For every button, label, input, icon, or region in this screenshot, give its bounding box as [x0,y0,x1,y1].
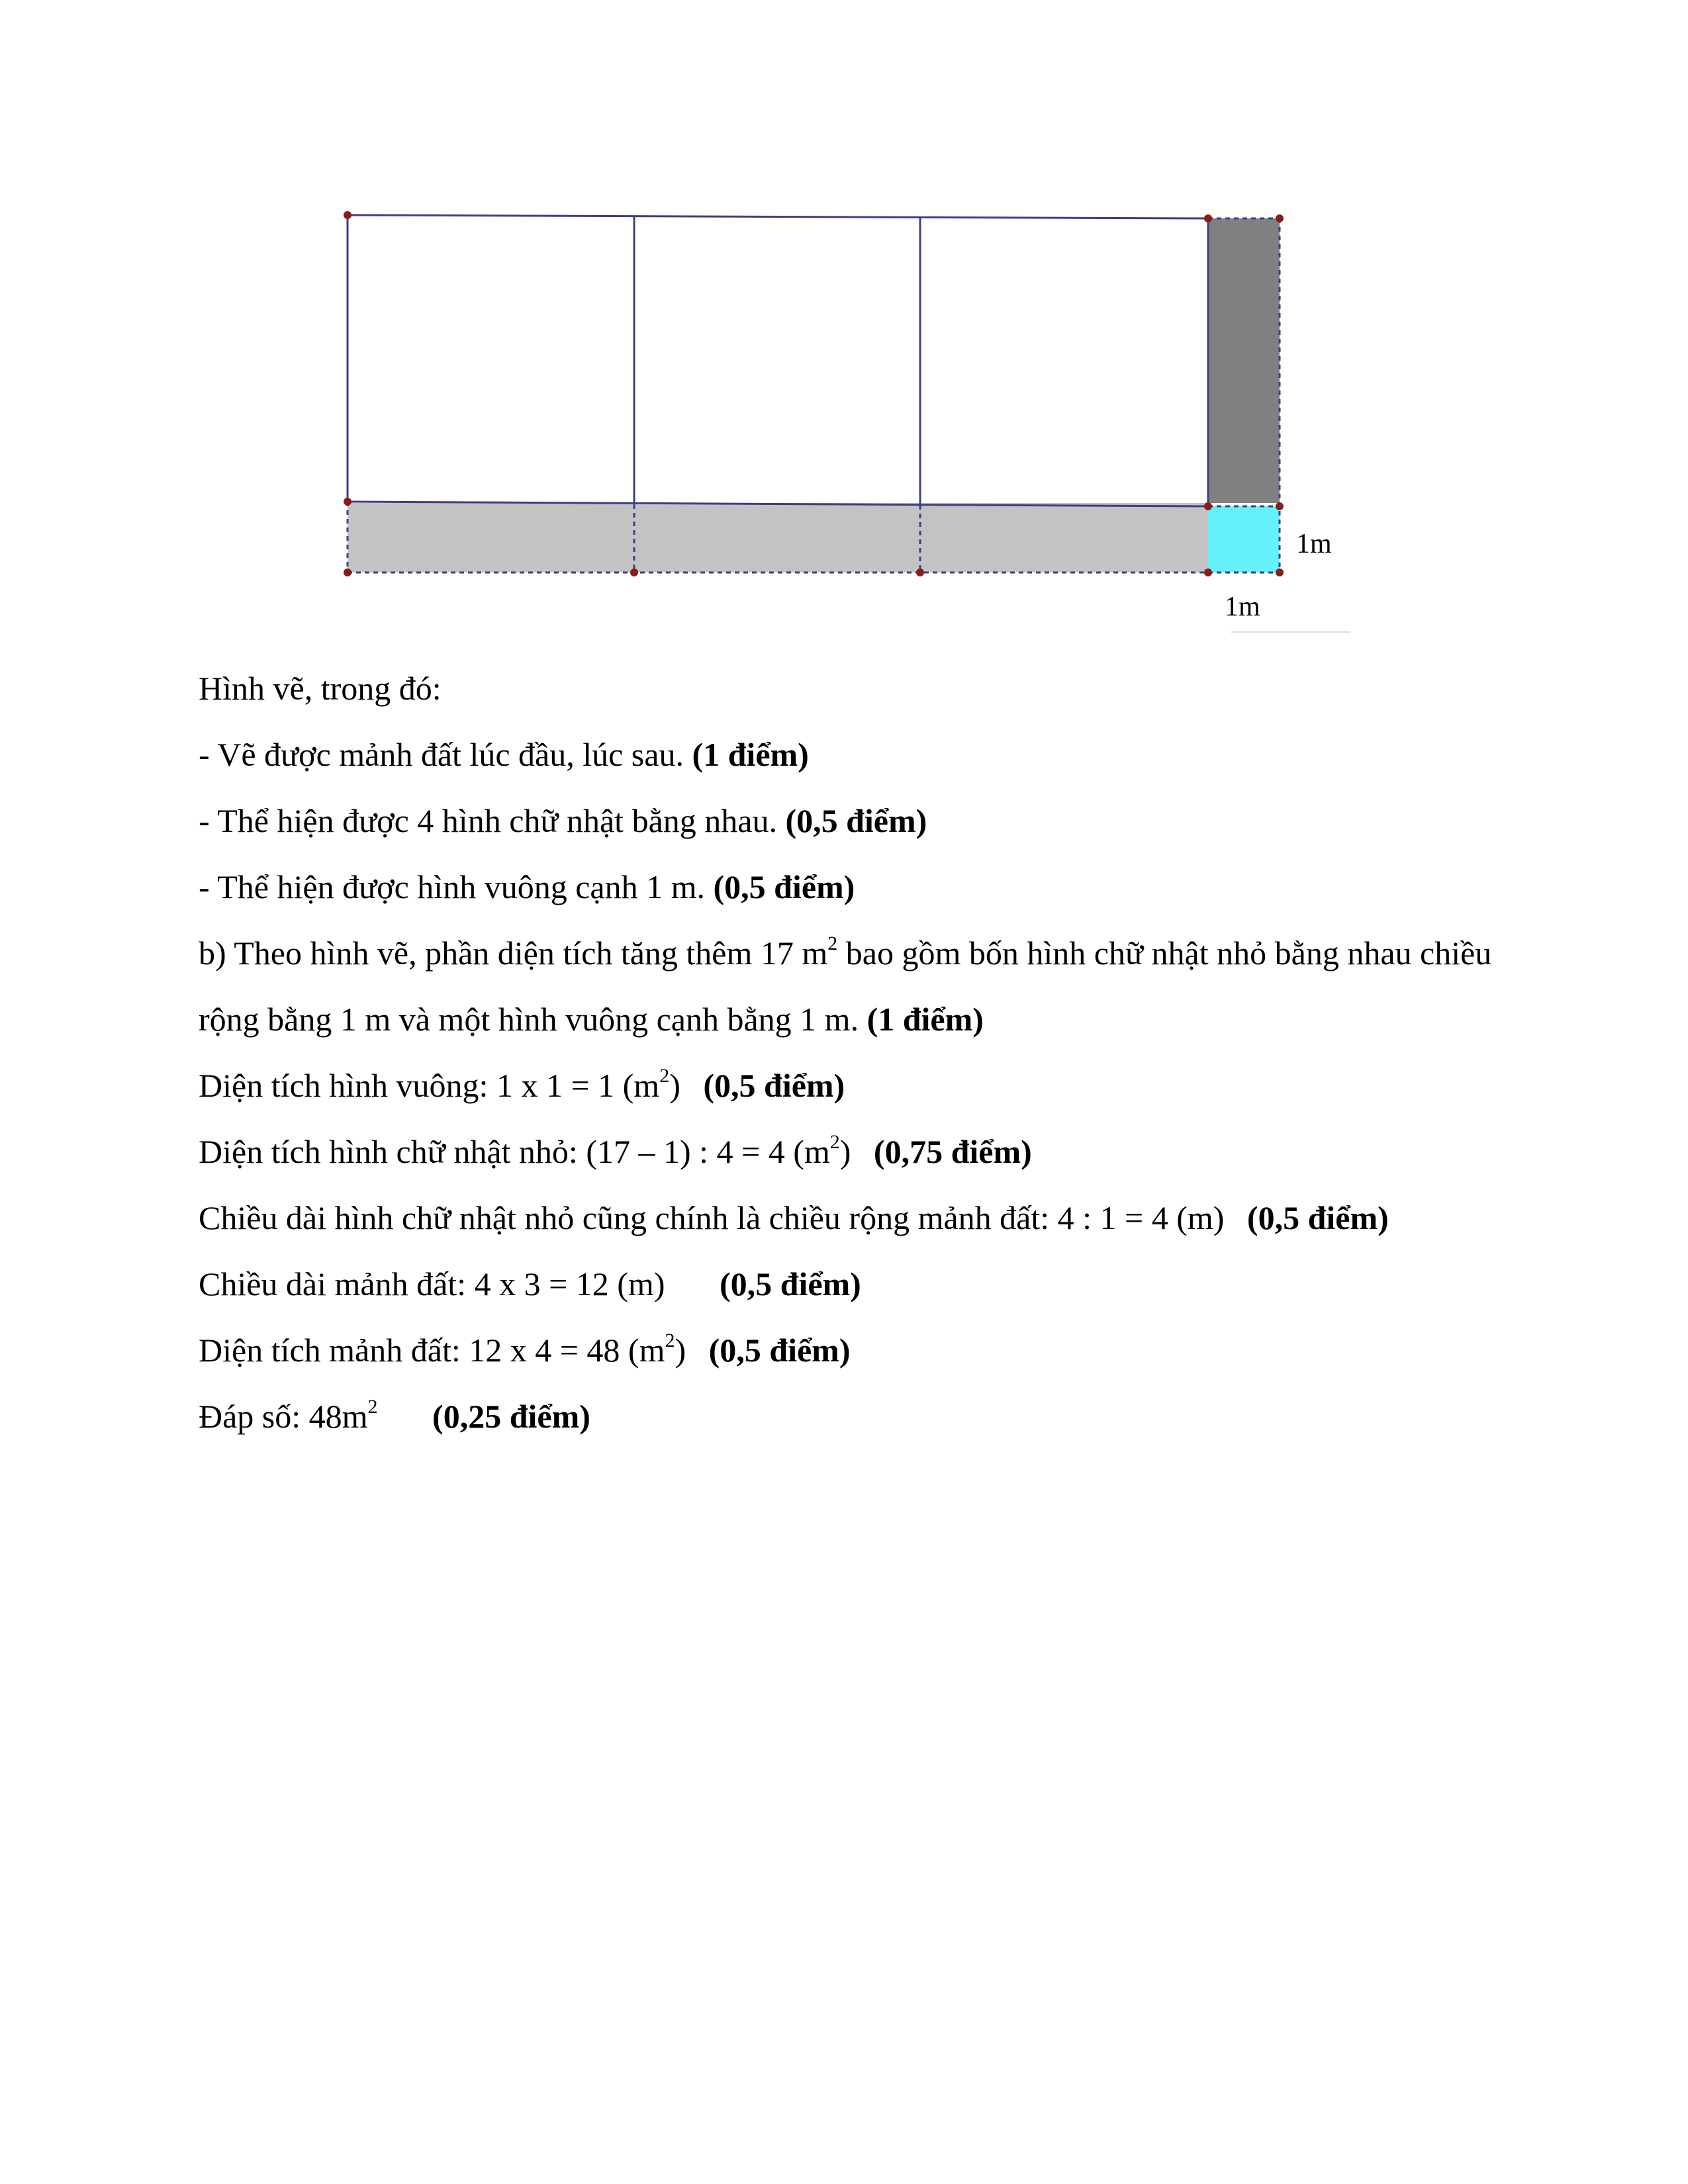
intro-line [199,655,1496,721]
point [1276,569,1284,576]
square-area-sup: 2 [659,1065,670,1087]
land-length-text: Chiều dài mảnh đất: 4 x 3 = 12 (m) [199,1265,665,1302]
item-line-3 [199,854,1496,920]
part-b-score: (1 điểm) [867,1001,984,1038]
rect-area-close: ) [839,1133,851,1170]
corner-square [1208,506,1280,572]
item1-score: (1 điểm) [692,736,809,773]
label-height: 1m [1296,529,1332,559]
answer-line [199,1383,1496,1449]
bottom-strip [348,503,1208,572]
square-area-line [199,1052,1496,1118]
item-line-1 [199,721,1496,788]
land-plot-figure [0,0,1688,649]
land-area-close: ) [675,1332,686,1369]
solution-text [199,655,1496,1449]
top-edge [348,215,1208,218]
answer-sup: 2 [367,1396,378,1418]
length-text: Chiều dài hình chữ nhật nhỏ cũng chính là chiều rộng mảnh đất: 4 : 1 = 4 (m) [199,1199,1225,1236]
point [344,569,352,576]
land-area-line [199,1317,1496,1383]
item-line-2 [199,788,1496,854]
item1-text: - Vẽ được mảnh đất lúc đầu, lúc sau. [199,736,684,773]
point [916,569,924,576]
item3-text: - Thể hiện được hình vuông cạnh 1 m. [199,868,705,905]
right-strip [1208,218,1280,503]
item3-score: (0,5 điểm) [713,868,855,905]
point [1276,502,1284,510]
point [344,498,352,506]
point [630,569,638,576]
rect-area-text: Diện tích hình chữ nhật nhỏ: (17 – 1) : 4 = 4 (m [199,1133,830,1170]
point [1276,214,1284,222]
rect-area-score: (0,75 điểm) [873,1133,1032,1170]
length-paragraph [199,1185,1496,1251]
land-length-score: (0,5 điểm) [719,1265,861,1302]
item2-text: - Thể hiện được 4 hình chữ nhật bằng nhau. [199,802,777,839]
land-area-text: Diện tích mảnh đất: 12 x 4 = 48 (m [199,1332,665,1369]
point [344,211,352,219]
item2-score: (0,5 điểm) [785,802,927,839]
square-area-close: ) [669,1067,680,1104]
point [1204,214,1212,222]
point [1204,502,1212,510]
length-score: (0,5 điểm) [1246,1199,1389,1236]
answer-score: (0,25 điểm) [432,1398,590,1435]
part-b-text-2: bao gồm bốn hình chữ nhật nhỏ bằng nhau chiều rộng bằng 1 m và một hình vuông cạnh bằng 1 m. [199,934,1492,1038]
intro-text: Hình vẽ, trong đó: [199,670,442,707]
label-width: 1m [1225,592,1260,622]
part-b-text-1: b) Theo hình vẽ, phần diện tích tăng thêm 17 m [199,934,828,972]
land-area-score: (0,5 điểm) [708,1332,851,1369]
land-area-sup: 2 [665,1330,675,1352]
square-area-score: (0,5 điểm) [703,1067,845,1104]
rect-area-sup: 2 [829,1131,840,1154]
part-b-paragraph [199,920,1496,1052]
answer-text: Đáp số: 48m [199,1398,368,1435]
rect-area-line [199,1118,1496,1185]
point [1204,569,1212,576]
land-length-line [199,1251,1496,1317]
part-b-sup: 2 [827,933,838,955]
square-area-text: Diện tích hình vuông: 1 x 1 = 1 (m [199,1067,660,1104]
